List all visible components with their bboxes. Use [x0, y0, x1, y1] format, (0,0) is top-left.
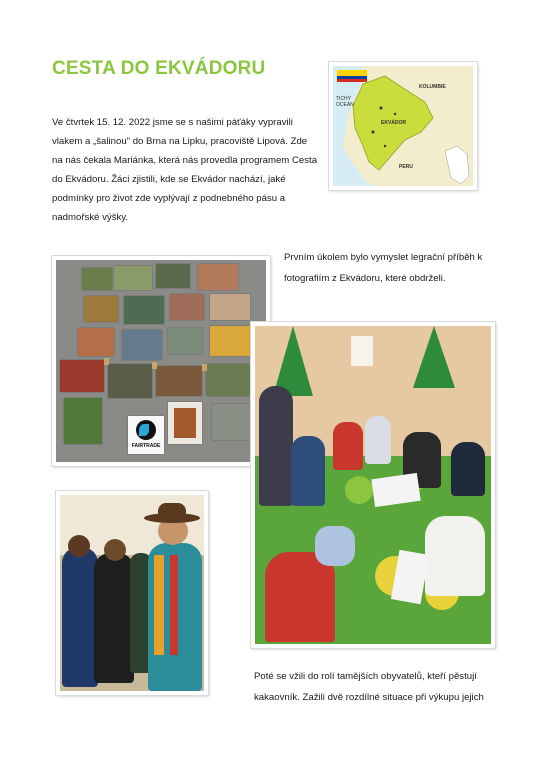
- intro-paragraph: Ve čtvrtek 15. 12. 2022 jsme se s našimi páťáky vypravili vlakem a „šalinou" do Brna na Lipku, pracoviště Lipová. Zde na nás čekala Mariánka, která nás provedla programem Cesta do Ekvádoru. Žáci zjistili, kde se Ekvádor nachází, jaké podmínky pro život zde vyplývají z podnebného pásu a nadmořské výšky.: [52, 117, 318, 223]
- ecuador-map-image: [329, 62, 477, 190]
- map-label-kolumbie: KOLUMBIE: [419, 84, 446, 90]
- task-paragraph: Prvním úkolem bylo vymyslet legrační příběh k fotografiím z Ekvádoru, které obdrželi.: [284, 252, 483, 284]
- map-label-peru: PERU: [399, 164, 413, 170]
- photo-children-on-mat: [251, 322, 495, 648]
- fairtrade-label: FAIRTRADE: [131, 443, 161, 449]
- map-label-ekvador: EKVÁDOR: [381, 120, 407, 126]
- photo-guide-with-children: [56, 491, 208, 695]
- page-title: CESTA DO EKVÁDORU: [52, 58, 266, 79]
- photo-picture-cards: [52, 256, 270, 466]
- roleplay-paragraph: Poté se vžili do rolí tamějších obyvatelů, kteří pěstují kakaovník. Zažili dvě rozdílné situace při výkupu jejich: [254, 671, 484, 703]
- map-label-ocean: TICHÝ OCEÁN: [336, 96, 354, 108]
